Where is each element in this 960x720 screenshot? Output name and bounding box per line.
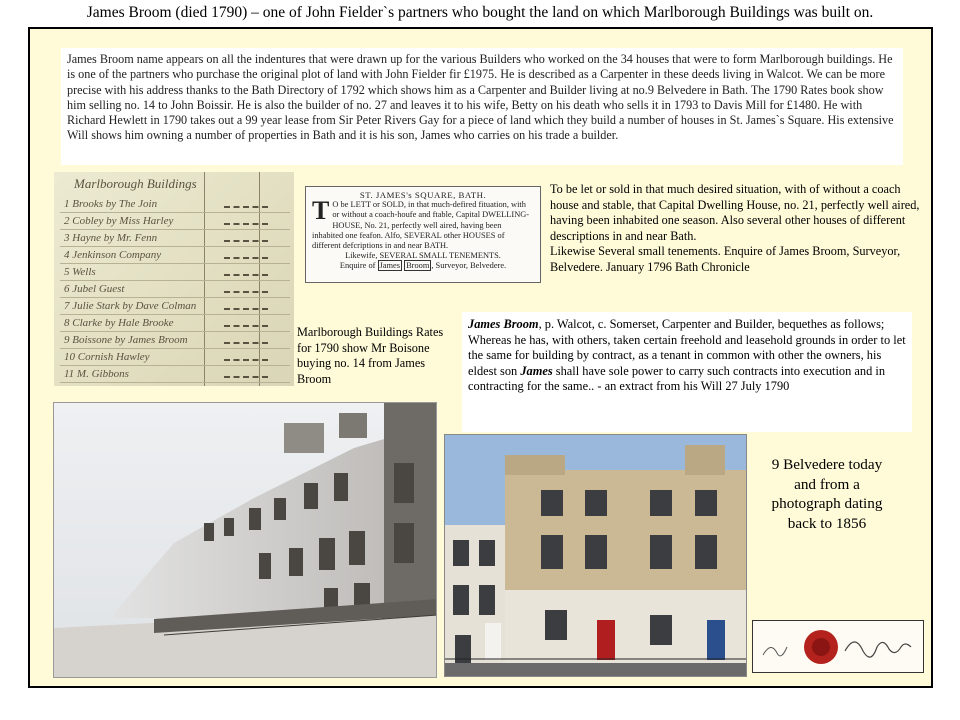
- ledger-entry: 8 Clarke by Hale Brooke: [64, 317, 174, 329]
- ledger-entry: 3 Hayne by Mr. Fenn: [64, 232, 158, 244]
- ledger-rule: [60, 365, 290, 366]
- ledger-heading: Marlborough Buildings: [74, 176, 197, 191]
- ledger-dash: [224, 342, 268, 345]
- ledger-rule: [60, 382, 290, 383]
- clipping-body2: Likewife, SEVERAL SMALL TENEMENTS.: [345, 251, 501, 261]
- rates-caption: Marlborough Buildings Rates for 1790 show Mr Boisone buying no. 14 from James Broom: [297, 325, 444, 386]
- advert-text: To be let or sold in that much desired situation, with of without a coach house and stable, that Capital Dwelling House, no. 21, perfectly well aired, having been inhabited one season. Also several other houses of different descriptions in and near Bath.: [550, 182, 920, 243]
- ledger-dash: [224, 206, 268, 209]
- ledger-column-rule: [204, 172, 205, 386]
- ledger-dash: [224, 308, 268, 311]
- photo-caption: 9 Belvedere today and from a photograph dating back to 1856: [771, 456, 883, 532]
- signature-text: [845, 642, 911, 657]
- will-line-2a: Whereas he has, with others, taken certain freehold and leasehold grounds in order to let the same for building by contract, as a tenant in common with other the owners, his eldest son: [468, 332, 906, 378]
- ledger-entry: 1 Brooks by The Join: [64, 198, 158, 210]
- newspaper-clipping: [305, 186, 541, 283]
- clipping-enquire-suffix: , Surveyor, Belvedere.: [431, 261, 507, 271]
- ledger-rule: [60, 246, 290, 247]
- photograph-1856: [53, 402, 437, 678]
- clipping-body: O be LETT or SOLD, in that much-defired fituation, with or without a coach-houfe and ftable, Capital DWELLING-HOUSE, No. 21, perfectly well aired, having been inhabited one feafon. Alfo, SEVERAL other HOUSES of different defcriptions in and near BATH.: [312, 200, 530, 251]
- ledger-entry: 5 Wells: [64, 266, 96, 278]
- ledger-rule: [60, 297, 290, 298]
- ledger-dash: [224, 257, 268, 260]
- ledger-entry: 10 Cornish Hawley: [64, 351, 150, 363]
- signature-seal-image: [752, 620, 924, 673]
- signature-drawing: [753, 621, 924, 673]
- ledger-rule: [60, 314, 290, 315]
- ledger-rule: [60, 263, 290, 264]
- ledger-dash: [224, 223, 268, 226]
- advert-text-2: Likewise Several small tenements. Enquire of James Broom, Surveyor, Belvedere. January 1796 Bath Chronicle: [550, 244, 901, 274]
- clipping-highlight-james: James: [379, 261, 400, 271]
- red-door: [597, 620, 615, 660]
- ledger-rule: [60, 229, 290, 230]
- ledger-dash: [224, 240, 268, 243]
- ledger-entry: 11 M. Gibbons: [64, 368, 129, 380]
- ledger-dash: [224, 325, 268, 328]
- ledger-entry: 4 Jenkinson Company: [64, 249, 162, 261]
- ledger-dash: [224, 291, 268, 294]
- will-line-2b: shall have sole power to carry such contracts into execution and in contracting for the same.. - an extract from his Will 27 July 1790: [468, 363, 886, 394]
- clipping-header: ST. JAMES's SQUARE, BATH.: [359, 190, 487, 200]
- will-line-1: , p. Walcot, c. Somerset, Carpenter and Builder, bequethes as follows;: [538, 317, 885, 331]
- ledger-rule: [60, 212, 290, 213]
- content-frame: [28, 27, 933, 688]
- advert-transcription: [550, 182, 920, 276]
- photograph-today: [444, 434, 747, 677]
- ledger-dash: [224, 376, 268, 379]
- ledger-dash: [224, 274, 268, 277]
- ledger-rule: [60, 348, 290, 349]
- intro-text-box: James Broom name appears on all the indentures that were drawn up for the various Builders who worked on the 34 houses that were to form Marlborough buildings. He is one of the partners who purchase the original plot of land with John Fielder fir £1975. He is described as a Carpenter in these deeds living in Walcot. We can be more precise with his address thanks to the Bath Directory of 1792 which shows him as a Carpenter and Builder living at no.9 Belvedere in Bath. The 1790 Rates book show him selling no. 14 to John Boissir. He is also the builder of no. 27 and leaves it to his wife, Betty on his death who sells it in 1793 to Davis Mill for £1480. He with Richard Hewlett in 1790 takes out a 99 year lease from Sir Peter Rivers Gay for a piece of land which they build a number of houses in St. James`s Square. His extensive Will shows him owning a number of properties in Bath and it is his son, James who carries on his trade a builder.: [61, 48, 903, 165]
- photograph-today-drawing: [445, 435, 747, 677]
- ledger-entry: 2 Cobley by Miss Harley: [64, 215, 174, 227]
- will-extract-box: [462, 312, 912, 432]
- ledger-entry: 6 Jubel Guest: [64, 283, 125, 295]
- page-title: James Broom (died 1790) – one of John Fielder`s partners who bought the land on which Marlborough Buildings was built on.: [86, 4, 874, 21]
- will-name: James Broom: [468, 317, 539, 331]
- clipping-enquire-prefix: Enquire of: [339, 261, 376, 271]
- ledger-dash: [224, 359, 268, 362]
- will-son: James: [520, 363, 553, 378]
- clipping-drop-cap: T: [312, 196, 330, 226]
- ledger-entry: 7 Julie Stark by Dave Colman: [64, 300, 197, 312]
- clipping-highlight-broom: Broom: [406, 261, 430, 271]
- ledger-rule: [60, 331, 290, 332]
- ledger-column-rule: [259, 172, 260, 386]
- blue-door: [707, 620, 725, 660]
- rates-ledger-image: [54, 172, 294, 386]
- ledger-rule: [60, 280, 290, 281]
- photograph-1856-drawing: [54, 403, 437, 678]
- ledger-entry: 9 Boissone by James Broom: [64, 334, 188, 346]
